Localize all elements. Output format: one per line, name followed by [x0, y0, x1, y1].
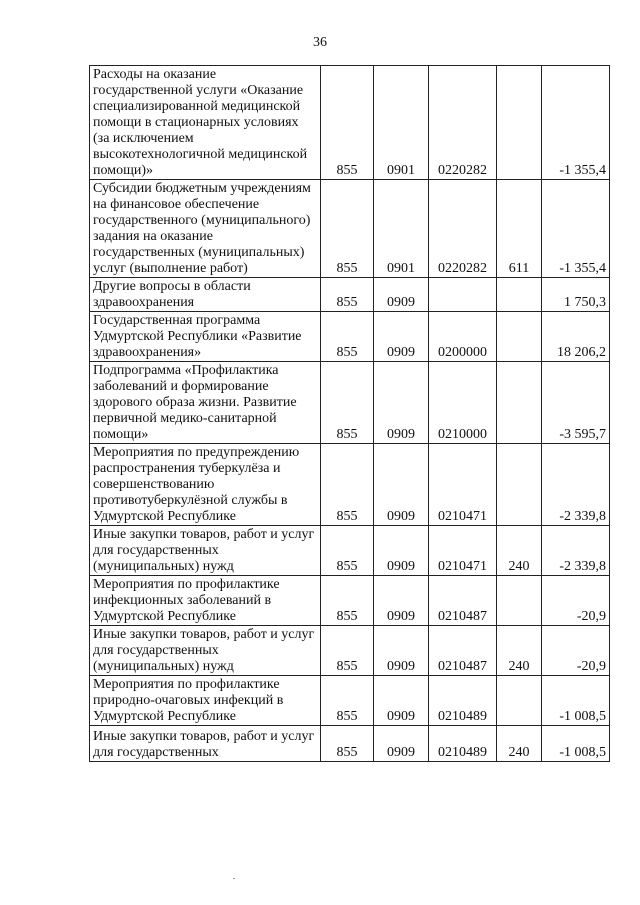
row-csr: 0210489: [429, 726, 497, 762]
row-rz: 0909: [374, 626, 429, 676]
row-name: Мероприятия по профилактике природно-очаговых инфекций в Удмуртской Республике: [90, 676, 321, 726]
row-name: Государственная программа Удмуртской Республики «Развитие здравоохранения»: [90, 312, 321, 362]
row-vr: 611: [497, 180, 542, 278]
row-rz: 0909: [374, 726, 429, 762]
row-gr: 855: [321, 576, 374, 626]
row-sum: -20,9: [542, 626, 610, 676]
row-gr: 855: [321, 676, 374, 726]
row-vr: [497, 312, 542, 362]
row-sum: -2 339,8: [542, 526, 610, 576]
row-csr: [429, 278, 497, 312]
table-row: [90, 626, 610, 676]
row-name: Другие вопросы в области здравоохранения: [90, 278, 321, 312]
page-number: 36: [313, 35, 327, 50]
row-rz: 0909: [374, 362, 429, 444]
row-vr: [497, 676, 542, 726]
row-vr: [497, 66, 542, 180]
row-rz: 0901: [374, 66, 429, 180]
row-name: Подпрограмма «Профилактика заболеваний и формирование здорового образа жизни. Развитие первичной медико-санитарной помощи»: [90, 362, 321, 444]
table-row: [90, 526, 610, 576]
row-sum: -20,9: [542, 576, 610, 626]
row-gr: 855: [321, 726, 374, 762]
row-sum: 18 206,2: [542, 312, 610, 362]
row-sum: -1 008,5: [542, 726, 610, 762]
row-gr: 855: [321, 526, 374, 576]
row-gr: 855: [321, 66, 374, 180]
row-rz: 0909: [374, 576, 429, 626]
row-csr: 0210489: [429, 676, 497, 726]
row-gr: 855: [321, 626, 374, 676]
row-vr: 240: [497, 726, 542, 762]
row-name: Иные закупки товаров, работ и услуг для государственных (муниципальных) нужд: [90, 526, 321, 576]
row-csr: 0210000: [429, 362, 497, 444]
row-csr: 0210471: [429, 444, 497, 526]
table-row: [90, 278, 610, 312]
row-vr: [497, 576, 542, 626]
row-name: Субсидии бюджетным учреждениям на финансовое обеспечение государственного (муниципального) задания на оказание государственных (муниципальных) услуг (выполнение работ): [90, 180, 321, 278]
row-sum: 1 750,3: [542, 278, 610, 312]
row-csr: 0210471: [429, 526, 497, 576]
row-name: Иные закупки товаров, работ и услуг для государственных: [90, 726, 321, 762]
row-vr: 240: [497, 526, 542, 576]
table-row: [90, 726, 610, 762]
row-sum: -1 355,4: [542, 180, 610, 278]
row-gr: 855: [321, 278, 374, 312]
row-sum: -1 008,5: [542, 676, 610, 726]
row-rz: 0909: [374, 526, 429, 576]
row-gr: 855: [321, 312, 374, 362]
table-row: [90, 676, 610, 726]
table-row: [90, 180, 610, 278]
row-vr: [497, 278, 542, 312]
row-name: Мероприятия по профилактике инфекционных заболеваний в Удмуртской Республике: [90, 576, 321, 626]
row-sum: -2 339,8: [542, 444, 610, 526]
row-vr: 240: [497, 626, 542, 676]
table-row: [90, 312, 610, 362]
table-row: [90, 576, 610, 626]
row-gr: 855: [321, 180, 374, 278]
row-vr: [497, 362, 542, 444]
row-rz: 0909: [374, 676, 429, 726]
table-row: [90, 66, 610, 180]
row-name: Иные закупки товаров, работ и услуг для государственных (муниципальных) нужд: [90, 626, 321, 676]
row-csr: 0200000: [429, 312, 497, 362]
row-sum: -1 355,4: [542, 66, 610, 180]
row-rz: 0909: [374, 278, 429, 312]
scan-speck: [233, 878, 235, 879]
row-csr: 0210487: [429, 576, 497, 626]
table-row: [90, 444, 610, 526]
budget-table: [89, 65, 610, 762]
row-name: Мероприятия по предупреждению распространения туберкулёза и совершенствованию противотуберкулёзной службы в Удмуртской Республике: [90, 444, 321, 526]
row-rz: 0901: [374, 180, 429, 278]
row-sum: -3 595,7: [542, 362, 610, 444]
row-csr: 0220282: [429, 180, 497, 278]
table-row: [90, 362, 610, 444]
row-rz: 0909: [374, 444, 429, 526]
row-csr: 0210487: [429, 626, 497, 676]
row-vr: [497, 444, 542, 526]
row-csr: 0220282: [429, 66, 497, 180]
row-rz: 0909: [374, 312, 429, 362]
row-gr: 855: [321, 362, 374, 444]
row-gr: 855: [321, 444, 374, 526]
row-name: Расходы на оказание государственной услуги «Оказание специализированной медицинской помощи в стационарных условиях (за исключением высокотехнологичной медицинской помощи)»: [90, 66, 321, 180]
